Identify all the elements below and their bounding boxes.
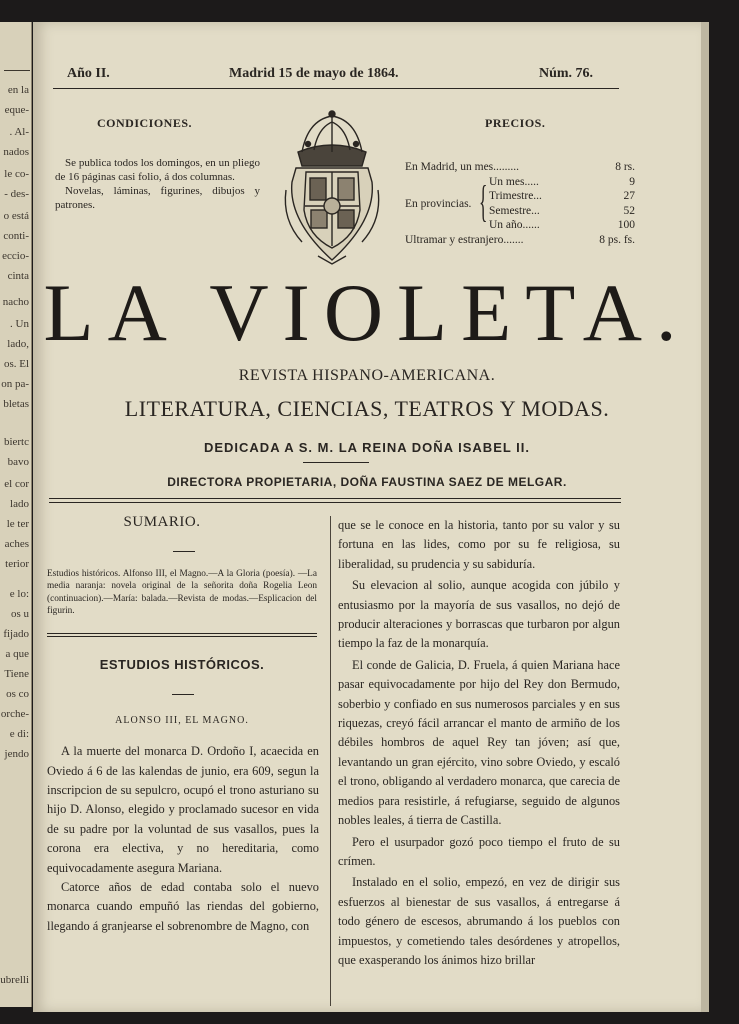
dedication-rule	[303, 462, 369, 463]
masthead-title: LA VIOLETA.	[43, 267, 691, 358]
facing-page-fragment: el cor	[4, 478, 29, 490]
facing-page-fragment: - des-	[4, 188, 29, 200]
facing-page-fragment: fijado	[3, 628, 29, 640]
masthead-director: DIRECTORA PROPIETARIA, DOÑA FAUSTINA SAEZ DE MELGAR.	[167, 475, 567, 489]
article-paragraph: Catorce años de edad contaba solo el nuevo monarca cuando empuñó las riendas del gobierno, llegando á granjearse el sobrenombre de Magno, con	[47, 880, 319, 933]
issue-date: Madrid 15 de mayo de 1864.	[229, 66, 399, 81]
left-column	[47, 510, 331, 936]
facing-page-fragment: os co	[6, 688, 29, 700]
facing-page-fragment: conti-	[3, 230, 29, 242]
facing-page-fragment: orche-	[0, 708, 29, 720]
facing-page-fragment: eccio-	[2, 250, 29, 262]
price-row	[489, 175, 635, 190]
prices-title: PRECIOS.	[485, 116, 546, 130]
facing-page-fragment: lado	[10, 498, 29, 510]
conditions-paragraph: Novelas, láminas, figurines, dibujos y patrones.	[55, 185, 260, 211]
masthead-subtitle: REVISTA HISPANO-AMERICANA.	[238, 367, 496, 384]
facing-page-fragment: a que	[5, 648, 29, 660]
provinces-brace: {	[479, 176, 488, 226]
facing-page-fragment: o está	[3, 210, 29, 222]
facing-page-fragment: bletas	[3, 398, 29, 410]
right-column	[338, 516, 620, 972]
newspaper-page	[33, 22, 701, 1012]
facing-page-fragment: e di:	[9, 728, 29, 740]
price-value: 27	[623, 190, 635, 202]
price-value: 8 ps. fs.	[599, 233, 635, 246]
price-value: 9	[629, 175, 635, 188]
price-row	[405, 160, 635, 175]
facing-page-fragment: aches	[4, 538, 29, 550]
article-body-left	[47, 742, 319, 936]
price-value: 100	[617, 219, 635, 231]
article-paragraph: A la muerte del monarca D. Ordoño I, acaecida en Oviedo á 6 de las kalendas de junio, era 609, segun la inscripcion de su sepulcro, ocupó el trono asturiano su hijo D. Alonso, elegido y proclamado sucesor en vida de su padre por la voluntad de sus vasallos, pues la corona era electiva, y no hereditaria, como equivocadamente asegura Mariana.	[47, 744, 319, 875]
facing-page-fragment: eque-	[4, 104, 29, 116]
price-label: Un año......	[489, 219, 540, 231]
price-label: Ultramar y estranjero.......	[405, 233, 524, 246]
facing-page-fragment: biertc	[3, 436, 29, 448]
facing-page-fragment: . Un	[10, 318, 29, 330]
conditions-paragraph: Se publica todos los domingos, en un pliego de 16 páginas casi folio, á dos columnas.	[55, 157, 260, 183]
facing-page-fragment: on pa-	[1, 378, 29, 390]
article-paragraph: Pero el usurpador gozó poco tiempo el fruto de su crímen.	[338, 834, 620, 868]
sumario-ornament-rule	[173, 551, 195, 552]
facing-page-fragment: jendo	[4, 748, 29, 760]
masthead-rule-top	[49, 498, 621, 499]
issue-number: Núm. 76.	[539, 66, 594, 81]
article-paragraph: Su elevacion al solio, aunque acogida con júbilo y entusiasmo por la mayoría de sus vasallos, no dejó de producir alteraciones y borrascas que turbaron por algun tiempo la faz de la monarquía.	[338, 578, 620, 651]
conditions-text	[55, 156, 260, 212]
sumario-title: SUMARIO.	[123, 514, 201, 530]
header-rule	[53, 88, 619, 89]
prices-table	[405, 160, 635, 247]
facing-page-fragment: e lo:	[9, 588, 29, 600]
facing-page-fragment: nacho	[2, 296, 29, 308]
article-paragraph: Instalado en el solio, empezó, en vez de dirigir sus esfuerzos al bienestar de sus vasallos, á entregarse á todo género de escesos, abrumando á los pueblos con impuestos, y cometiendo tales desórdenes y atropellos, que exasperando los ánimos hizo brillar	[338, 875, 620, 967]
facing-page-fragment: os u	[10, 608, 29, 620]
article-paragraph: que se le conoce en la historia, tanto por su valor y su fortuna en las lides, como por su fe religiosa, su liberalidad, su prudencia y su sabiduría.	[338, 518, 620, 571]
section-title: ESTUDIOS HISTÓRICOS.	[99, 657, 265, 673]
price-row	[489, 189, 635, 204]
facing-page-fragment: terior	[5, 558, 29, 570]
price-value: 8 rs.	[615, 161, 635, 173]
price-label: Un mes.....	[489, 175, 539, 188]
facing-page-fragment: Tiene	[4, 668, 29, 680]
facing-page-fragment: . Al-	[9, 126, 29, 138]
royal-coat-of-arms	[278, 110, 386, 266]
facing-page-fragment: cinta	[7, 270, 29, 282]
page-edge-spine	[701, 22, 709, 1012]
article-paragraph: El conde de Galicia, D. Fruela, á quien Mariana hace pasar equivocadamente por hijo del Rey don Bermudo, soberbio y confiado en sus numerosos parciales y en sus riquezas, creyó fácil arrancar el manto de armiño de los débiles hombros de aquel Rey tan jóven; así que, levantando un gran ejército, vino sobre Oviedo, y escaló el trono, obligando al verdadero monarca, que carecia de medios para resistirle, á refugiarse, seguido de algunos nobles leales, á tierra de Castilla.	[338, 657, 620, 828]
facing-page-fragment: le ter	[6, 518, 29, 530]
price-label: Trimestre...	[489, 190, 542, 202]
facing-page-fragment: bavo	[7, 456, 29, 468]
sumario-rule-thin	[47, 636, 317, 637]
facing-page-fragment: lado,	[7, 338, 29, 350]
facing-page-fragment: ubrelli	[0, 974, 29, 986]
price-row	[489, 218, 635, 233]
sumario-rule	[47, 633, 317, 634]
masthead-sections: LITERATURA, CIENCIAS, TEATROS Y MODAS.	[124, 396, 610, 421]
provinces-label: En provincias.	[405, 197, 472, 210]
section-ornament-rule	[172, 694, 194, 695]
facing-page-fragment: os. El	[3, 358, 29, 370]
issue-year: Año II.	[67, 66, 110, 81]
price-value: 52	[623, 204, 635, 217]
facing-page-fragment: le co-	[4, 168, 29, 180]
masthead-rule-bottom	[49, 502, 621, 503]
facing-page-fragment: nados	[3, 146, 29, 158]
price-row	[489, 204, 635, 219]
masthead-dedication: DEDICADA A S. M. LA REINA DOÑA ISABEL II.	[203, 440, 531, 455]
provinces-group	[405, 175, 635, 233]
price-label: En Madrid, un mes.........	[405, 161, 520, 173]
facing-page-fragment: en la	[7, 84, 29, 96]
price-row	[405, 233, 635, 248]
price-label: Semestre...	[489, 204, 540, 217]
facing-page-rule	[4, 70, 30, 71]
conditions-title: CONDICIONES.	[97, 116, 193, 130]
facing-page-edge	[0, 22, 32, 1007]
article-subtitle: ALONSO III, EL MAGNO.	[115, 715, 249, 727]
sumario-text: Estudios históricos. Alfonso III, el Magno.—A la Gloria (poesía). —La media naranja: novela original de la señorita doña Rogelia Leon (continuacion).—María: balada.—Revista de modas.—Esplicacion del figurin.	[47, 569, 317, 616]
